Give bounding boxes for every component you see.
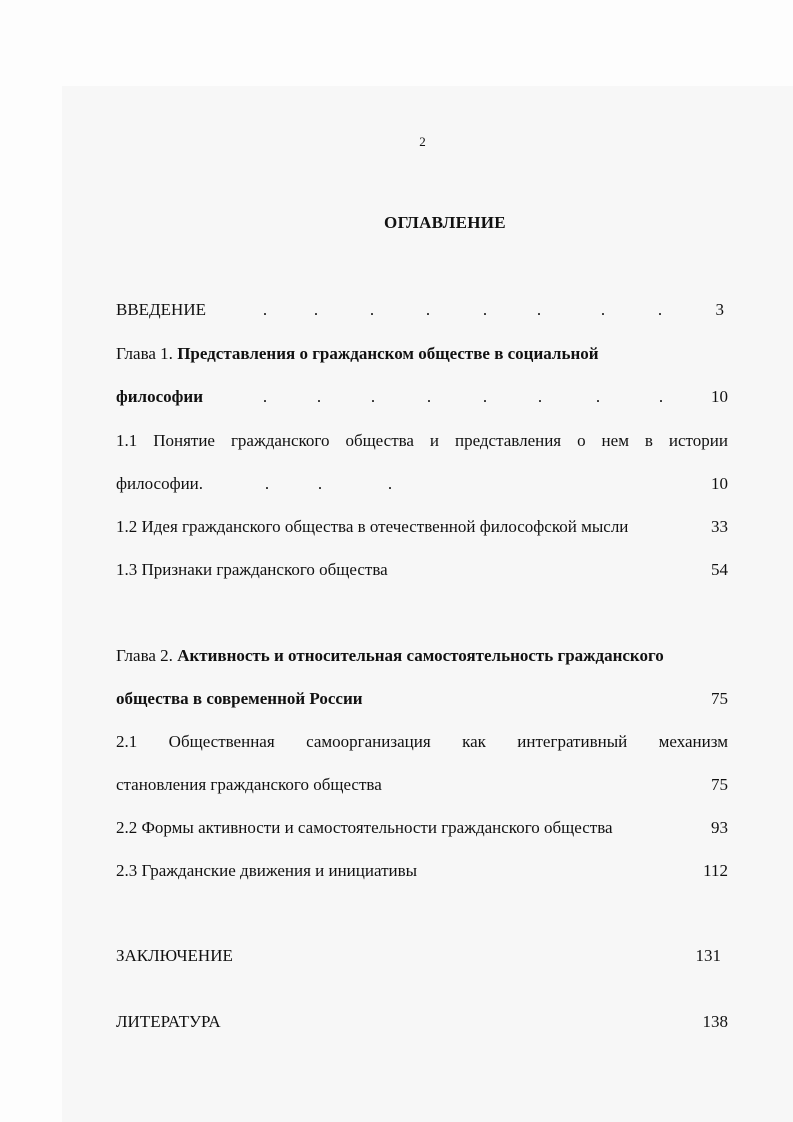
toc-chapter-1-cont[interactable] [116, 385, 728, 409]
toc-chapter-2[interactable] [116, 644, 728, 668]
word: 1.1 [116, 431, 138, 450]
leader-dot: . [370, 387, 376, 406]
toc-page-number: 10 [711, 387, 728, 406]
word: интегративный [517, 732, 628, 751]
toc-entry-literature[interactable] [116, 1010, 728, 1034]
leader-dot: . [482, 300, 488, 319]
word: как [462, 732, 486, 751]
section-title-line-2: философии. [116, 474, 204, 493]
leader-dot: . [387, 474, 393, 493]
word: в [644, 431, 653, 450]
toc-page-number: 112 [703, 861, 728, 880]
leader-dot: . [537, 387, 543, 406]
chapter-title [116, 342, 599, 366]
word: о [577, 431, 586, 450]
section-title-line-1 [116, 730, 728, 754]
leader-dot: . [657, 300, 663, 319]
toc-page-number: 33 [711, 517, 728, 536]
word: нем [601, 431, 629, 450]
toc-section-2-3[interactable] [116, 859, 728, 883]
word: истории [668, 431, 728, 450]
toc-page-number: 75 [711, 775, 728, 794]
leader-dot: . [262, 387, 268, 406]
section-title-line-1 [116, 429, 728, 453]
toc-section-1-1[interactable] [116, 429, 728, 453]
word: Понятие [153, 431, 215, 450]
chapter-title-line-1: Активность и относительная самостоятельность гражданского [177, 646, 664, 665]
chapter-title-line-2: общества в современной России [116, 689, 363, 708]
leader-dot: . [369, 300, 375, 319]
word: самоорганизация [306, 732, 431, 751]
chapter-prefix: Глава 1. [116, 344, 178, 363]
toc-page-number: 3 [715, 300, 724, 319]
leader-dot: . [264, 474, 270, 493]
leader-dot: . [536, 300, 542, 319]
section-title: 1.2 Идея гражданского общества в отечественной философской мысли [116, 517, 629, 536]
leader-dot: . [426, 387, 432, 406]
section-title: 2.2 Формы активности и самостоятельности гражданского общества [116, 818, 613, 837]
leader-dot: . [658, 387, 664, 406]
toc-section-2-1[interactable] [116, 730, 728, 754]
word: Общественная [168, 732, 275, 751]
toc-entry-label: ВВЕДЕНИЕ [116, 300, 206, 319]
page-number: 2 [419, 134, 426, 149]
toc-title: ОГЛАВЛЕНИЕ [384, 213, 506, 232]
word: 2.1 [116, 732, 138, 751]
toc-page-number: 54 [711, 560, 728, 579]
toc-page-number: 138 [702, 1012, 728, 1031]
toc-chapter-2-cont[interactable] [116, 687, 728, 711]
toc-section-2-1-cont[interactable] [116, 773, 728, 797]
word: и [429, 431, 440, 450]
toc-section-2-2[interactable] [116, 816, 728, 840]
toc-page-number: 10 [711, 474, 728, 493]
toc-entry-intro[interactable] [116, 298, 728, 322]
toc-section-1-3[interactable] [116, 558, 728, 582]
chapter-title-line-2: философии [116, 387, 203, 406]
leader-dot: . [600, 300, 606, 319]
toc-page-number: 131 [695, 946, 721, 965]
chapter-title [116, 644, 664, 668]
section-title: 1.3 Признаки гражданского общества [116, 560, 388, 579]
chapter-prefix: Глава 2. [116, 646, 178, 665]
leader-dot: . [595, 387, 601, 406]
leader-dot: . [316, 387, 322, 406]
toc-entry-label: ЗАКЛЮЧЕНИЕ [116, 946, 233, 965]
leader-dot: . [425, 300, 431, 319]
toc-page-number: 75 [711, 689, 728, 708]
toc-page-number: 93 [711, 818, 728, 837]
word: гражданского [230, 431, 330, 450]
chapter-title-line-1: Представления о гражданском обществе в социальной [177, 344, 599, 363]
toc-chapter-1[interactable] [116, 342, 728, 366]
word: представления [454, 431, 562, 450]
leader-dot: . [262, 300, 268, 319]
section-title: 2.3 Гражданские движения и инициативы [116, 861, 418, 880]
word: механизм [658, 732, 728, 751]
toc-section-1-2[interactable] [116, 515, 728, 539]
toc-entry-label: ЛИТЕРАТУРА [116, 1012, 221, 1031]
leader-dot: . [313, 300, 319, 319]
section-title-line-2: становления гражданского общества [116, 775, 382, 794]
toc-entry-conclusion[interactable] [116, 944, 728, 968]
word: общества [345, 431, 414, 450]
leader-dot: . [482, 387, 488, 406]
toc-section-1-1-cont[interactable] [116, 472, 728, 496]
leader-dot: . [317, 474, 323, 493]
